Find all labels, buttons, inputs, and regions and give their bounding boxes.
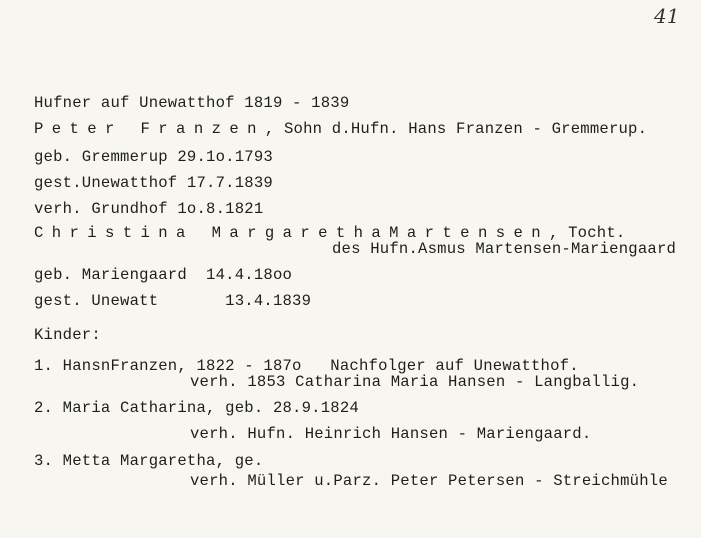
child-1-line1: 1. HansnFranzen, 1822 - 187o Nachfolger auf Unewatthof. [34, 357, 579, 375]
child-3-line1: 3. Metta Margaretha, ge. [34, 452, 264, 470]
page-number: 41 [654, 4, 680, 28]
wife-description: , Tocht. [548, 224, 626, 242]
husband-name: Peter Franzen [34, 120, 265, 138]
child-2-line2: verh. Hufn. Heinrich Hansen - Mariengaard. [190, 425, 592, 443]
wife-death: gest. Unewatt 13.4.1839 [34, 292, 312, 310]
child-2-line1: 2. Maria Catharina, geb. 28.9.1824 [34, 399, 359, 417]
children-heading: Kinder: [34, 326, 101, 344]
child-1-line2: verh. 1853 Catharina Maria Hansen - Langballig. [190, 373, 640, 391]
record-title: Hufner auf Unewatthof 1819 - 1839 [34, 94, 350, 112]
marriage-record: verh. Grundhof 1o.8.1821 [34, 200, 264, 218]
husband-line [34, 120, 647, 138]
husband-description: , Sohn d.Hufn. Hans Franzen - Gremmerup. [264, 120, 648, 138]
child-3-line2: verh. Müller u.Parz. Peter Petersen - Streichmühle [190, 472, 668, 490]
wife-description-cont: des Hufn.Asmus Martensen-Mariengaard [332, 240, 677, 258]
husband-death: gest.Unewatthof 17.7.1839 [34, 174, 273, 192]
husband-birth: geb. Gremmerup 29.1o.1793 [34, 148, 273, 166]
wife-name: Christina MargarethaMartensen [34, 224, 549, 242]
wife-birth: geb. Mariengaard 14.4.18oo [34, 266, 293, 284]
